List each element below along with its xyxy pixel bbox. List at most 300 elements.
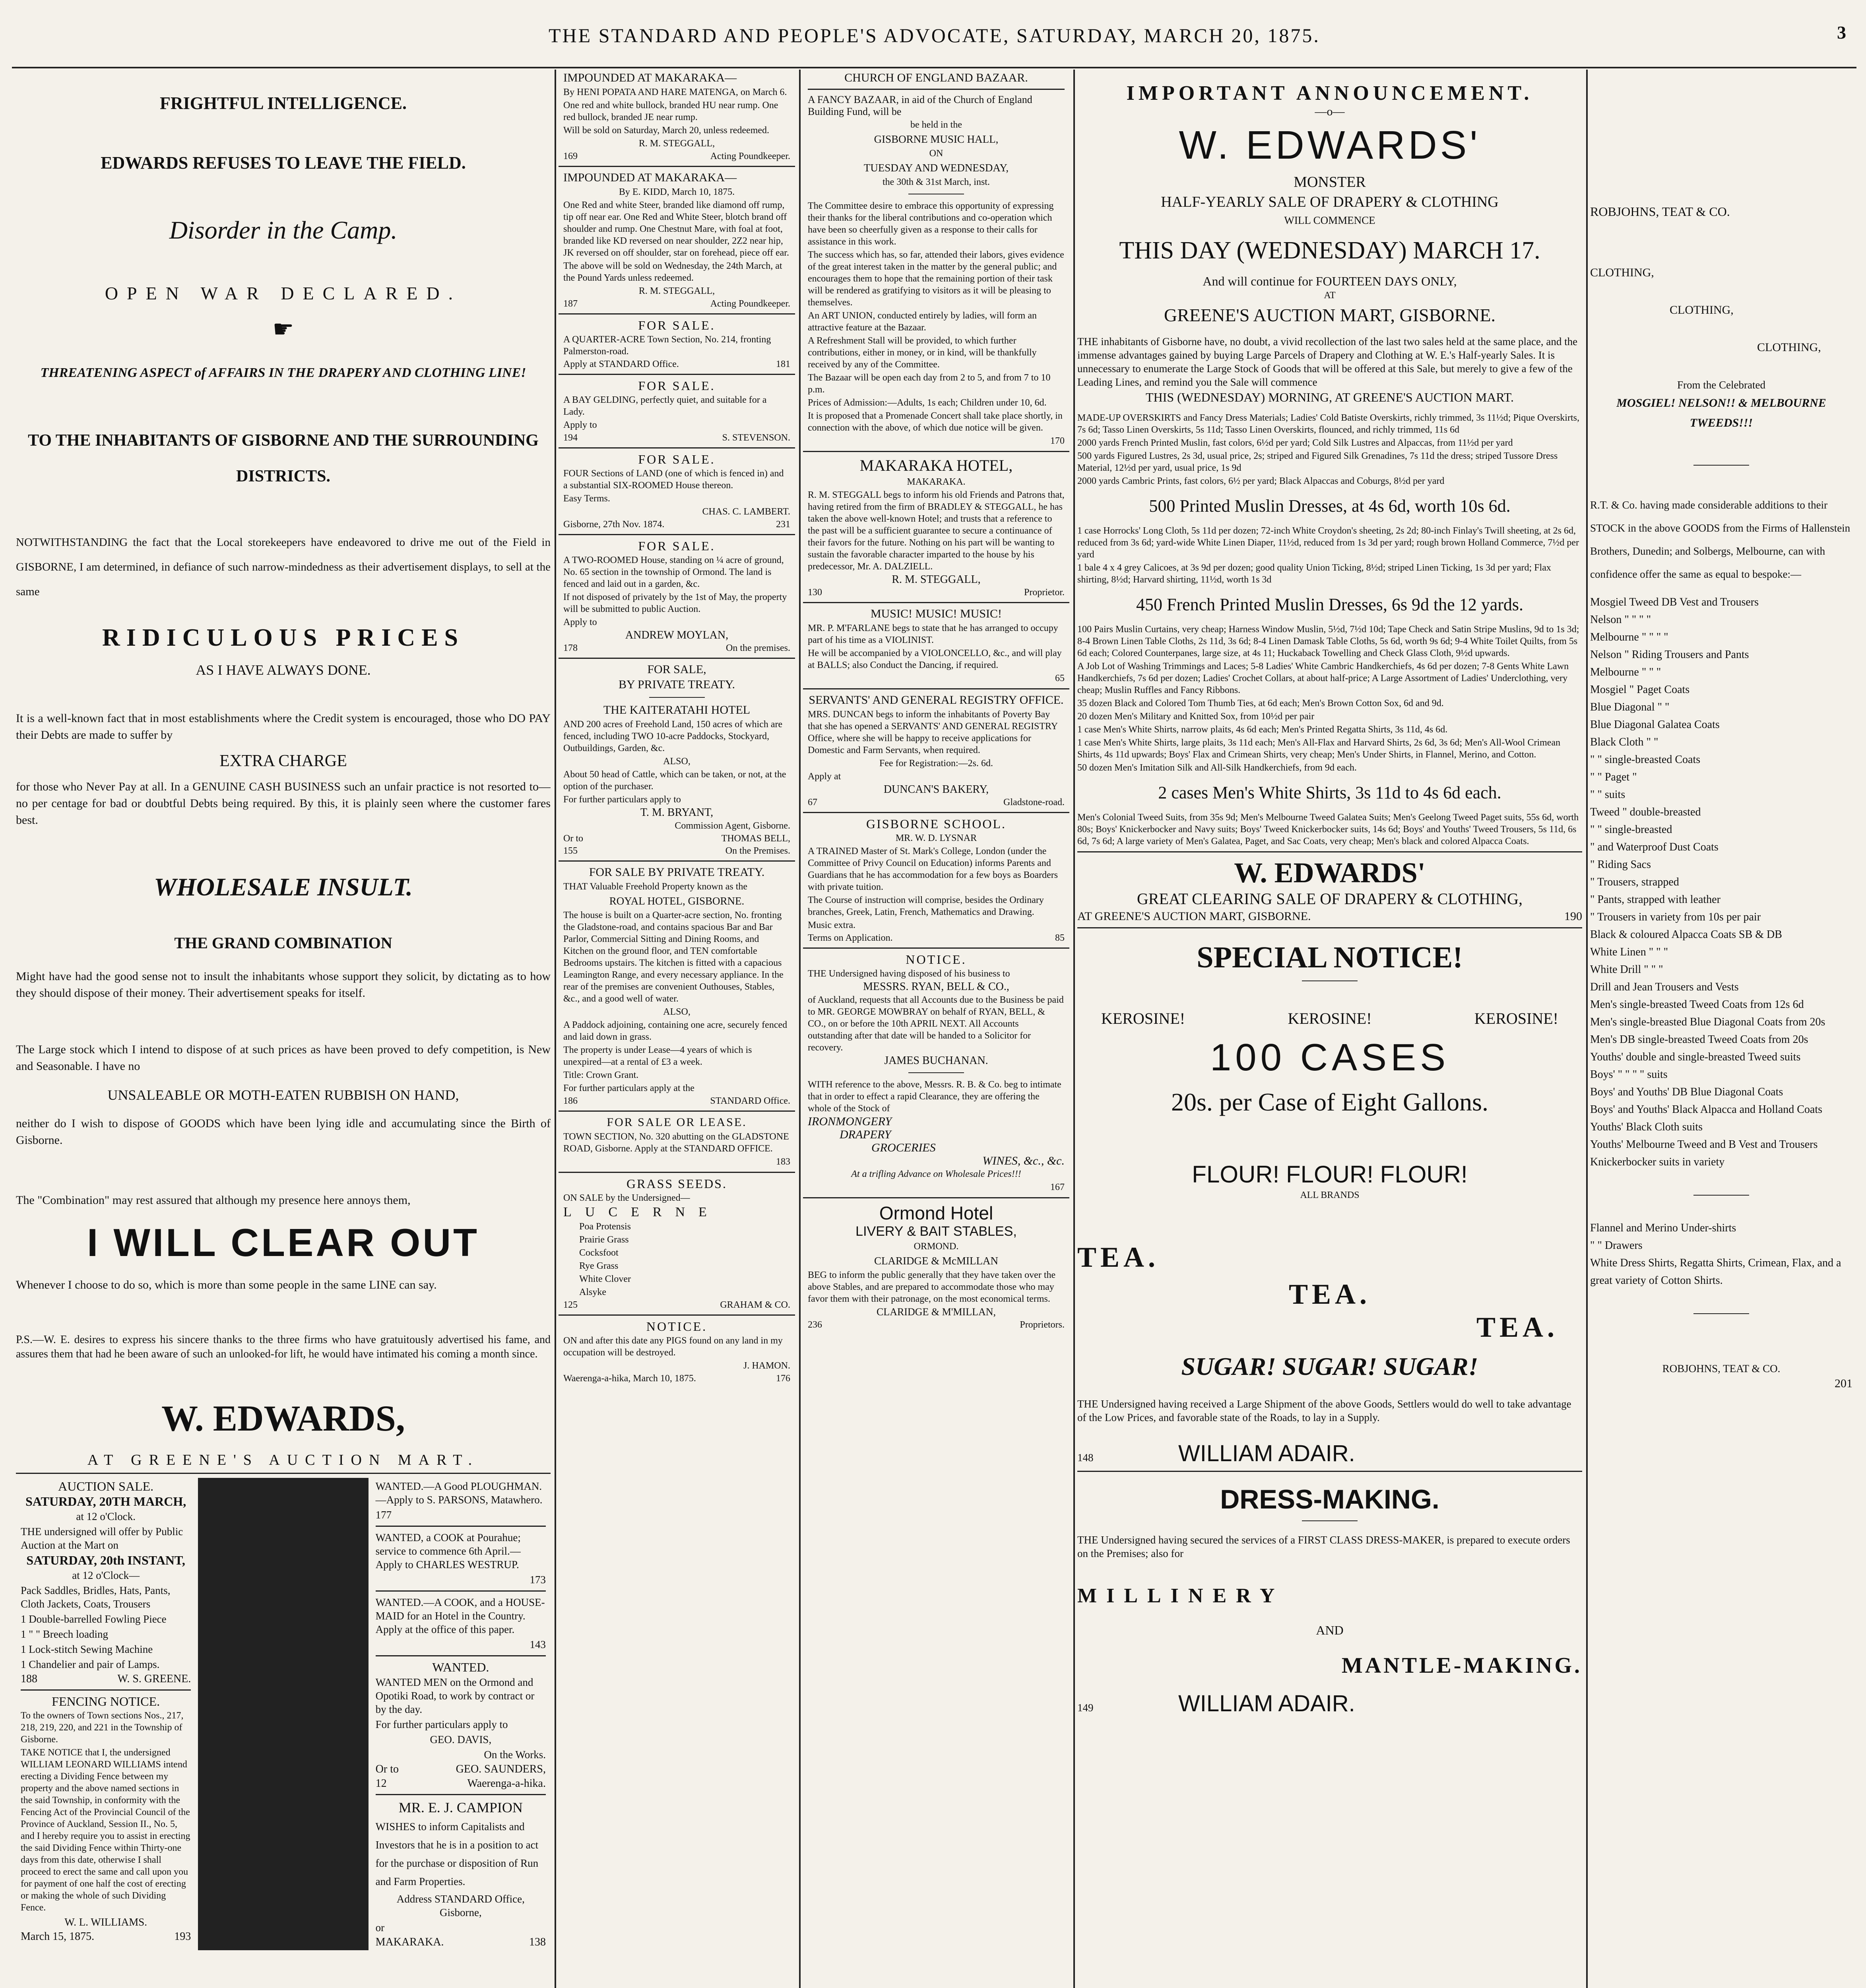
ad-text: Easy Terms. xyxy=(563,493,610,504)
ad-text: For further particulars apply to xyxy=(563,794,681,805)
headline: TEA. xyxy=(1288,1278,1371,1310)
subhead: AT GREENE'S AUCTION MART. xyxy=(87,1452,479,1468)
list-item: White Linen " " " xyxy=(1590,946,1668,958)
ad-text: A FANCY BAZAAR, in aid of the Church of England Building Fund, will be xyxy=(808,94,1032,117)
ad-title: MUSIC! MUSIC! MUSIC! xyxy=(870,607,1002,620)
headline: FLOUR! FLOUR! FLOUR! xyxy=(1192,1161,1468,1188)
ad-subtitle: BY PRIVATE TREATY. xyxy=(618,678,735,691)
ad-text: Pack Saddles, Bridles, Hats, Pants, Cloth Jackets, Coats, Trousers xyxy=(21,1584,171,1610)
list-item: Boys' " " " " suits xyxy=(1590,1068,1668,1081)
ad-signature: CHAS. C. LAMBERT. xyxy=(702,507,790,517)
ad-subtitle: GISBORNE MUSIC HALL, xyxy=(874,133,999,145)
ad-subtitle: SATURDAY, 20th INSTANT, xyxy=(26,1553,185,1567)
headline: SPECIAL NOTICE! xyxy=(1197,941,1463,974)
ad-signature: THOMAS BELL, xyxy=(721,833,790,844)
ad-text: A TWO-ROOMED House, standing on ¼ acre of ground, No. 65 section in the township of Ormond. The land is fenced and laid out in a garden, &c. xyxy=(563,555,784,589)
for-sale-ad xyxy=(559,663,795,856)
clothing-list xyxy=(1590,594,1852,1171)
ad-number: 181 xyxy=(776,359,790,369)
masthead xyxy=(0,0,1866,56)
headline: GREENE'S AUCTION MART, GISBORNE. xyxy=(1164,305,1496,325)
ad-number: 186 xyxy=(563,1096,578,1106)
list-item: Blue Diagonal Galatea Coats xyxy=(1590,718,1720,731)
ad-signature: J. HAMON. xyxy=(743,1361,790,1371)
list-item: Black Cloth " " xyxy=(1590,736,1658,748)
subhead: WILL COMMENCE xyxy=(1284,214,1375,226)
headline: OPEN WAR DECLARED. xyxy=(105,283,462,303)
divider xyxy=(21,1689,191,1691)
ad-text: The Committee desire to embrace this opportunity of expressing their thanks for the liberal contributions and co-operation which have been so cheerfully given as a response to their calls for assistance in this work. xyxy=(808,201,1054,247)
subhead: AS I HAVE ALWAYS DONE. xyxy=(196,662,371,678)
ad-title: ROBJOHNS, TEAT & CO. xyxy=(1590,204,1730,219)
ad-text: An ART UNION, conducted entirely by ladies, will form an attractive feature at the Bazaar. xyxy=(808,311,1037,333)
list-item: Boys' and Youths' DB Blue Diagonal Coats xyxy=(1590,1086,1783,1098)
ad-signature: R. M. STEGGALL, xyxy=(892,573,981,586)
ad-text: THAT Valuable Freehold Property known as the xyxy=(563,881,748,892)
ad-title: AUCTION SALE. xyxy=(58,1479,154,1493)
ad-text: A QUARTER-ACRE Town Section, No. 214, fronting Palmerston-road. xyxy=(563,334,771,357)
ad-subtitle: LIVERY & BAIT STABLES, xyxy=(855,1224,1017,1239)
ad-signature: WILLIAM ADAIR. xyxy=(1178,1441,1355,1466)
ad-text: R.T. & Co. having made considerable additions to their STOCK in the above GOODS from the Firms of Hallenstein Brothers, Dunedin; and Solbergs, Melbourne, can with confidence offer the same as equal to bespoke:— xyxy=(1590,499,1850,580)
headline: FRIGHTFUL INTELLIGENCE. xyxy=(159,93,407,113)
list-item: 35 dozen Black and Colored Tom Thumb Ties, at 6d each; Men's Brown Cotton Sox, 6d and 9d. xyxy=(1077,698,1444,709)
ad-number: 178 xyxy=(563,643,578,653)
subhead: 2 cases Men's White Shirts, 3s 11d to 4s 6d each. xyxy=(1158,783,1501,802)
ad-subtitle: MAKARAKA. xyxy=(907,477,966,487)
ad-text: Prices of Admission:—Adults, 1s each; Children under 10, 6d. xyxy=(808,398,1047,408)
ad-number: 190 xyxy=(1564,910,1582,923)
body-text: Men's Colonial Tweed Suits, from 35s 9d; Men's Melbourne Tweed Galatea Suits; Men's Geelong Tweed Paget suits, 55s 6d, worth 80s; Boys' Knickerbocker and Navy suits; Boys' Tweed Knickerbocker suits, 14s 6d; Boys' and Youths' Tweed Trousers, 5s 11d, 6s 6d, 7s 6d; A large variety of Men's Galatea, Paget, and Sac Coats, very cheap; Men's black and colored Alpacca Coats. xyxy=(1077,812,1579,846)
divider xyxy=(803,688,1069,689)
notice-ad xyxy=(559,1320,795,1384)
ad-text: R. M. STEGGALL begs to inform his old Friends and Patrons that, having retired from the firm of BRADLEY & STEGGALL, he has taken the above well-known Hotel; and trusts that a reference to the past will be a sufficient guarantee to secure a continuance of their favors for the future. Nothing on his part will be wanting to sustain the favorable character imparted to the house by his predecessor, Mr. A. DALZIELL. xyxy=(808,490,1065,572)
divider xyxy=(16,1473,551,1474)
ad-text: ON SALE by the Undersigned— xyxy=(563,1193,690,1203)
divider xyxy=(559,860,795,862)
ad-text: WANTED.—A Good PLOUGHMAN.—Apply to S. PARSONS, Matawhero. xyxy=(375,1480,543,1506)
divider xyxy=(559,313,795,315)
list-item: Men's single-breasted Blue Diagonal Coats from 20s xyxy=(1590,1016,1825,1028)
column-rule xyxy=(799,70,801,1988)
ad-text: At a trifling Advance on Wholesale Prices!!! xyxy=(851,1169,1021,1179)
for-sale-ad xyxy=(559,1116,795,1168)
divider xyxy=(559,447,795,448)
ad-text: Apply at STANDARD Office. xyxy=(563,359,679,369)
ad-text: Proprietor. xyxy=(1024,587,1065,598)
ad-signature: W. L. WILLIAMS. xyxy=(64,1916,147,1928)
subhead: CLOTHING, xyxy=(1590,266,1654,279)
headline: THE GRAND COMBINATION xyxy=(174,934,392,952)
ad-text: FOUR Sections of LAND (one of which is fenced in) and a substantial SIX-ROOMED House thereon. xyxy=(563,468,784,491)
divider xyxy=(559,658,795,659)
ad-text: Apply at xyxy=(808,771,841,782)
ad-number: 194 xyxy=(563,433,578,443)
ad-date: March 15, 1875. xyxy=(21,1930,95,1943)
ad-subtitle: SATURDAY, 20TH MARCH, xyxy=(25,1494,186,1508)
divider xyxy=(1693,1195,1749,1196)
divider xyxy=(376,1526,546,1527)
column-3 xyxy=(803,70,1069,1988)
ad-text: The house is built on a Quarter-acre section, No. fronting the Gladstone-road, and contains spacious Bar and Bar Parlor, Commercial Sitting and Dining Rooms, and Kitchen on the ground floor, and TEN comfortable Bedrooms upstairs. The kitchen is fitted with a capacious Leamington Range, and every necessary appliance. In the rear of the premises are convenient Outhouses, Stables, &c., and a good well of water. xyxy=(563,910,784,1004)
headline: 100 CASES xyxy=(1210,1036,1450,1079)
ad-text: On the Works. xyxy=(484,1749,546,1761)
church-bazaar-ad xyxy=(803,71,1069,447)
ad-text: the 30th & 31st March, inst. xyxy=(883,177,990,187)
ad-title: SERVANTS' AND GENERAL REGISTRY OFFICE. xyxy=(809,693,1064,707)
ad-title: FENCING NOTICE. xyxy=(52,1694,160,1708)
ad-number: 167 xyxy=(1050,1182,1065,1192)
ad-text: WANTED.—A COOK, and a HOUSE-MAID for an Hotel in the Country. Apply at the office of this paper. xyxy=(375,1596,545,1635)
headline: UNSALEABLE OR MOTH-EATEN RUBBISH ON HAND, xyxy=(107,1087,459,1103)
list-item: White Dress Shirts, Regatta Shirts, Crimean, Flax, and a great variety of Cotton Shirts. xyxy=(1590,1257,1841,1287)
ad-number: 138 xyxy=(529,1936,546,1948)
headline: THREATENING ASPECT of AFFAIRS IN THE DRAPERY AND CLOTHING LINE! xyxy=(40,365,526,380)
ad-text: KEROSINE! xyxy=(1288,1010,1372,1027)
school-ad xyxy=(803,817,1069,944)
headline: TO THE INHABITANTS OF GISBORNE AND THE SURROUNDING DISTRICTS. xyxy=(28,431,539,485)
headline: DRESS-MAKING. xyxy=(1220,1484,1439,1514)
headline: EDWARDS REFUSES TO LEAVE THE FIELD. xyxy=(101,153,466,173)
ad-text: One Red and white Steer, branded like diamond off rump, tip off near ear. One Red and White Steer, blotch brand off shoulder and rump. One Chestnut Mare, with foal at foot, branded like KD reversed on near shoulder, 2Z2 near hip, JK reversed on off shoulder, star on forehead, piece off ear. xyxy=(563,200,789,258)
ad-text: For further particulars apply at the xyxy=(563,1083,694,1093)
ad-text: He will be accompanied by a VIOLONCELLO, &c., and will play at BALLS; also Conduct the Dancing, if required. xyxy=(808,648,1062,670)
ad-text: One red and white bullock, branded HU near rump. One red bullock, branded JE near rump. xyxy=(563,100,778,122)
wanted-ads xyxy=(371,1478,551,1950)
list-item: " " suits xyxy=(1590,788,1625,801)
list-item: 1 case Men's White Shirts, large plaits, 3s 11d each; Men's All-Flax and Harvard Shirts, 2s 6d, 3s 6d; Men's All-Wool Crimean Shirts, 4s 11d upwards; Boys' Flax and Crimean Shirts, very cheap; Men's Under Shirts, in Flannel, Merino, and Cotton. xyxy=(1077,738,1561,760)
body-text: THE inhabitants of Gisborne have, no doubt, a vivid recollection of the last two sales held at the same place, and the immense advantages gained by buying Large Parcels of Drapery and Clothing at W. E.'s Half-yearly Sales. It is unnecessary to enumerate the Large Stock of Goods that will be offered at this Sale, but merely to give a few of the Leading Lines, and remind you the Sale will commence xyxy=(1077,336,1578,388)
list-item: Nelson " " " " xyxy=(1590,613,1651,626)
ornament-icon: —o— xyxy=(1315,105,1345,118)
ad-signature: W. S. GREENE. xyxy=(117,1673,191,1685)
ad-text: The Bazaar will be open each day from 2 to 5, and from 7 to 10 p.m. xyxy=(808,373,1051,395)
ad-date: Gisborne, 27th Nov. 1874. xyxy=(563,519,665,530)
list-item: Youths' Black Cloth suits xyxy=(1590,1121,1703,1133)
list-item: 1 case Horrocks' Long Cloth, 5s 11d per dozen; 72-inch White Croydon's sheeting, 2s 2d; 80-inch Finlay's Twill sheeting, at 2s 6d, reduced from 3s 6d; yard-wide White Linen Diaper, 11½d, reduced from 1s 3d per yard; rough brown Holland Commerce, 7½d per yard xyxy=(1077,526,1579,560)
headline: W. EDWARDS' xyxy=(1179,123,1481,167)
ad-text: STANDARD Office. xyxy=(710,1096,790,1106)
subhead: And will continue for FOURTEEN DAYS ONLY, xyxy=(1203,274,1457,288)
ad-subtitle: THE KAITERATAHI HOTEL xyxy=(603,703,751,716)
for-sale-ad xyxy=(559,379,795,443)
auction-ad xyxy=(16,1478,196,1950)
ad-text: ORMOND. xyxy=(914,1241,959,1252)
list-item: Men's DB single-breasted Tweed Coats from 20s xyxy=(1590,1033,1808,1046)
list-item: Mosgiel Tweed DB Vest and Trousers xyxy=(1590,596,1759,608)
ad-text: A Refreshment Stall will be provided, to which further contributions, either in money, or in kind, will be thankfully received by any of the Committee. xyxy=(808,336,1037,370)
list-item: 1 case Men's White Shirts, narrow plaits, 4s 6d each; Men's Printed Regatta Shirts, 3s 11d, 4s 6d. xyxy=(1077,724,1448,735)
ad-number: 148 xyxy=(1077,1452,1094,1464)
divider xyxy=(1077,927,1582,928)
ad-text: MRS. DUNCAN begs to inform the inhabitants of Poverty Bay that she has opened a SERVANTS' AND GENERAL REGISTRY Office, where she will be happy to receive applications for Domestic and Farm Servants, when required. xyxy=(808,709,1058,755)
for-sale-ad xyxy=(559,452,795,530)
subhead: CLOTHING, xyxy=(1670,303,1734,316)
subhead: CLOTHING, xyxy=(1757,341,1821,354)
list-item: White Clover xyxy=(579,1274,631,1284)
list-item: Mosgiel " Paget Coats xyxy=(1590,683,1690,696)
ad-text: TAKE NOTICE that I, the undersigned WILLIAM LEONARD WILLIAMS intend erecting a Dividing Fence between my property and the above named sections in the said Township, in conformity with the Fencing Act of the Provincial Council of the Province of Auckland, Session II., No. 5, and I hereby require you to assist in erecting the said Dividing Fence within Thirty-one days from this date, otherwise I shall proceed to erect the same and call upon you for payment of one half the cost of erecting or making the whole of such Dividing Fence. xyxy=(21,1747,190,1913)
goods-list xyxy=(1077,412,1582,487)
ad-number: 85 xyxy=(1055,933,1065,943)
list-item: " " single-breasted xyxy=(1590,823,1672,836)
ad-signature: S. STEVENSON. xyxy=(722,433,790,443)
ad-number: 187 xyxy=(563,299,578,309)
list-item: Prairie Grass xyxy=(579,1235,629,1245)
ad-text: The above will be sold on Wednesday, the 24th March, at the Pound Yards unless redeemed. xyxy=(563,261,782,283)
ad-signature: ROBJOHNS, TEAT & CO. xyxy=(1662,1363,1781,1375)
ad-title: FOR SALE. xyxy=(638,379,716,393)
ad-number: 149 xyxy=(1077,1702,1094,1714)
ad-subtitle: ROYAL HOTEL, GISBORNE. xyxy=(609,895,745,907)
list-item: Black & coloured Alpacca Coats SB & DB xyxy=(1590,928,1782,941)
ad-title: CHURCH OF ENGLAND BAZAAR. xyxy=(844,71,1028,84)
ad-text: About 50 head of Cattle, which can be taken, or not, at the option of the purchaser. xyxy=(563,769,786,792)
hand-pointer-icon: ☛ xyxy=(272,316,294,342)
ad-text: be held in the xyxy=(910,120,962,130)
ad-text: Music extra. xyxy=(808,920,855,930)
divider xyxy=(1693,465,1749,466)
ad-subtitle: MR. W. D. LYSNAR xyxy=(895,833,977,843)
subhead: 500 Printed Muslin Dresses, at 4s 6d, worth 10s 6d. xyxy=(1149,496,1511,516)
ad-subtitle: TUESDAY AND WEDNESDAY, xyxy=(863,162,1009,174)
ad-text: MAKARAKA. xyxy=(375,1936,444,1948)
list-item: " Riding Sacs xyxy=(1590,858,1651,871)
ad-number: 188 xyxy=(21,1673,37,1685)
ad-subtitle: CLARIDGE & McMILLAN xyxy=(874,1255,998,1267)
ad-text: The success which has, so far, attended their labors, gives evidence of the great interest taken in the matter by the general public; and encourages them to hope that the remaining portion of their task will be rendered as gratifying to visitors as it will be pleasing to themselves. xyxy=(808,250,1064,308)
ad-title: MAKARAKA HOTEL, xyxy=(859,456,1013,474)
ad-text: KEROSINE! xyxy=(1101,1010,1185,1027)
divider xyxy=(376,1590,546,1592)
ad-text: It is proposed that a Promenade Concert shall take place shortly, in connection with the above, of which due notice will be given. xyxy=(808,411,1063,433)
ad-text: ON and after this date any PIGS found on any land in my occupation will be destroyed. xyxy=(563,1336,783,1358)
list-item: IRONMONGERY xyxy=(808,1115,892,1128)
ad-signature: DUNCAN'S BAKERY, xyxy=(883,783,989,796)
ad-text: at 12 o'Clock. xyxy=(76,1510,136,1522)
ad-title: NOTICE. xyxy=(646,1319,708,1334)
ad-number: 12 xyxy=(375,1777,387,1790)
ad-text: A BAY GELDING, perfectly quiet, and suitable for a Lady. xyxy=(563,395,767,417)
list-item: 100 Pairs Muslin Curtains, very cheap; Harness Window Muslin, 5½d, 7½d 10d; Tape Check and Satin Stripe Muslins, 9d to 1s 3d; 8-4 Brown Linen Table Cloths, 2s 11d, 3s 6d; 8-4 Linen Damask Table Cloths, 5s 6d, worth 9s 6d; 9-4 White Toilet Quilts, from 5s 6d each; Colored Counterpanes, large size, at 4s 11; Huckaback Towelling and Check Glass Cloth, 9½d upwards. xyxy=(1077,624,1579,658)
newspaper-title: THE STANDARD AND PEOPLE'S ADVOCATE, SATURDAY, MARCH 20, 1875. xyxy=(549,24,1320,47)
list-item: Men's single-breasted Tweed Coats from 12s 6d xyxy=(1590,998,1804,1011)
column-5 xyxy=(1590,70,1852,1988)
divider xyxy=(803,451,1069,452)
registry-ad xyxy=(803,693,1069,808)
ad-text: Title: Crown Grant. xyxy=(563,1070,639,1080)
ad-text: 1 Chandelier and pair of Lamps. xyxy=(21,1658,160,1670)
ad-text: On the Premises. xyxy=(725,846,790,856)
headline: THIS DAY (WEDNESDAY) MARCH 17. xyxy=(1119,237,1540,264)
list-item: 2000 yards Cambric Prints, fast colors, 6½ per yard; Black Alpaccas and Coburgs, 8½d per yard xyxy=(1077,476,1445,486)
headline: MANTLE-MAKING. xyxy=(1341,1653,1582,1678)
body-text: It is a well-known fact that in most establishments where the Credit system is encouraged, those who DO PAY their Debts are made to suffer by xyxy=(16,712,551,742)
ad-text: Gladstone-road. xyxy=(1003,797,1065,808)
list-item: Boys' and Youths' Black Alpacca and Holland Coats xyxy=(1590,1103,1823,1116)
body-text: The Large stock which I intend to dispose of at such prices as have been proved to defy competition, is New and Seasonable. I have no xyxy=(16,1043,551,1073)
list-item: 1 bale 4 x 4 grey Calicoes, at 3s 9d per dozen; good quality Union Ticking, 8½d; striped Linen Ticking, 1s 3d per yard; Flax shirting, 8½d; Harvard shirting, 11½d, worth 1s 3d xyxy=(1077,563,1551,585)
ad-title: FOR SALE OR LEASE. xyxy=(607,1116,747,1129)
headline: Disorder in the Camp. xyxy=(169,216,398,244)
divider xyxy=(559,374,795,375)
ad-title: FOR SALE. xyxy=(638,539,716,553)
subhead: THIS (WEDNESDAY) MORNING, AT GREENE'S AUCTION MART. xyxy=(1146,390,1514,404)
list-item: GROCERIES xyxy=(871,1141,936,1154)
body-text: The "Combination" may rest assured that although my presence here annoys them, xyxy=(16,1194,411,1207)
ad-text: Address STANDARD Office, Gisborne, xyxy=(396,1893,525,1918)
ad-title: FOR SALE. xyxy=(638,318,716,332)
ad-text: of Auckland, requests that all Accounts due to the Business be paid to MR. GEORGE MOWBRAY on behalf of RYAN, BELL, & CO., on or before the 10th APRIL NEXT. All Accounts outstanding after that date will be handed to a Solicitor for recovery. xyxy=(808,995,1064,1053)
list-item: Melbourne " " " " xyxy=(1590,631,1668,643)
list-item: Melbourne " " " xyxy=(1590,666,1661,678)
ad-text: From the Celebrated xyxy=(1677,379,1765,391)
divider xyxy=(1693,1313,1749,1314)
body-text: neither do I wish to dispose of GOODS which have been lying idle and accumulating since the Birth of Gisborne. xyxy=(16,1117,551,1147)
ad-text: AT GREENE'S AUCTION MART, GISBORNE. xyxy=(1077,910,1311,923)
list-item: White Drill " " " xyxy=(1590,963,1663,976)
ad-number: 169 xyxy=(563,151,578,161)
ad-number: 193 xyxy=(174,1930,191,1943)
body-text: Whenever I choose to do so, which is more than some people in the same LINE can say. xyxy=(16,1278,437,1291)
divider xyxy=(1077,1471,1582,1472)
ad-number: 143 xyxy=(530,1639,546,1650)
body-text: P.S.—W. E. desires to express his sincere thanks to the three firms who have gratuitously advertised his fame, and assures them that had he been aware of such an unlooked-for lift, he would have intimated his coming a month since. xyxy=(16,1334,551,1360)
body-text: THE Undersigned having secured the services of a FIRST CLASS DRESS-MAKER, is prepared to execute orders on the Premises; also for xyxy=(1077,1534,1570,1559)
impounded-ad xyxy=(559,171,795,309)
ad-signature: GEO. SAUNDERS, xyxy=(456,1763,546,1775)
ad-number: 236 xyxy=(808,1320,822,1330)
ad-text: On the premises. xyxy=(726,643,790,653)
for-sale-ad xyxy=(559,318,795,370)
ad-signature: CLARIDGE & M'MILLAN, xyxy=(876,1306,996,1318)
list-item: Drill and Jean Trousers and Vests xyxy=(1590,981,1739,993)
ad-title: WANTED. xyxy=(432,1660,489,1674)
divider xyxy=(559,166,795,167)
grass-seeds-ad xyxy=(559,1177,795,1310)
page-number: 3 xyxy=(1837,22,1846,43)
subhead: ALL BRANDS xyxy=(1300,1190,1360,1200)
ormond-hotel-ad xyxy=(803,1202,1069,1330)
ad-text: MR. P. M'FARLANE begs to state that he has arranged to occupy part of his time as a VIOLINIST. xyxy=(808,623,1058,645)
ad-signature: WILLIAM ADAIR. xyxy=(1178,1691,1355,1716)
ad-text: at 12 o'Clock— xyxy=(72,1569,140,1581)
divider xyxy=(908,1072,964,1073)
body-text: THE Undersigned having received a Large Shipment of the above Goods, Settlers would do well to take advantage of the Low Prices, and favorable state of the Roads, to lay in a Supply. xyxy=(1077,1398,1571,1423)
ad-text: The property is under Lease—4 years of which is unexpired—at a rental of £3 a week. xyxy=(563,1045,752,1067)
ad-text: If not disposed of privately by the 1st of May, the property will be submitted to public Auction. xyxy=(563,592,787,614)
ad-text: KEROSINE! xyxy=(1474,1010,1558,1027)
ad-text: Commission Agent, Gisborne. xyxy=(675,821,790,831)
headline: MILLINERY xyxy=(1077,1584,1284,1607)
ad-text: Terms on Application. xyxy=(808,933,893,943)
ad-text: Waerenga-a-hika. xyxy=(467,1777,546,1790)
headline: TEA. xyxy=(1476,1311,1558,1343)
impounded-ad xyxy=(559,71,795,162)
for-sale-ad xyxy=(559,539,795,654)
list-item: Knickerbocker suits in variety xyxy=(1590,1156,1725,1168)
list-item: " " Paget " xyxy=(1590,771,1637,783)
ad-title: IMPOUNDED AT MAKARAKA— xyxy=(563,171,737,184)
divider xyxy=(559,1172,795,1173)
subhead: AT xyxy=(1324,290,1336,301)
ad-text: Apply to xyxy=(563,420,597,430)
divider xyxy=(803,812,1069,813)
ad-number: 65 xyxy=(1055,673,1065,683)
divider xyxy=(649,697,705,698)
headline: 20s. per Case of Eight Gallons. xyxy=(1171,1088,1489,1116)
divider xyxy=(1077,851,1582,852)
ad-number: 170 xyxy=(1050,436,1065,446)
headline: RIDICULOUS PRICES xyxy=(102,624,465,651)
ad-number: 67 xyxy=(808,797,817,808)
ad-text: 1 Double-barrelled Fowling Piece xyxy=(21,1613,167,1625)
column-2 xyxy=(559,70,795,1988)
list-item: " Trousers, strapped xyxy=(1590,876,1679,888)
ad-title: FOR SALE. xyxy=(638,452,716,466)
list-item: Poa Protensis xyxy=(579,1221,631,1232)
divider xyxy=(559,534,795,535)
column-rule xyxy=(198,1478,368,1950)
ad-title: MR. E. J. CAMPION xyxy=(398,1800,523,1815)
list-item: " " Drawers xyxy=(1590,1239,1643,1252)
headline: WHOLESALE INSULT. xyxy=(154,873,413,901)
ad-text: To the owners of Town sections Nos., 217, 218, 219, 220, and 221 in the Township of Gisborne. xyxy=(21,1710,184,1745)
divider xyxy=(803,1197,1069,1198)
headline: W. EDWARDS, xyxy=(161,1398,405,1439)
ad-text: THE Undersigned having disposed of his business to xyxy=(808,969,1010,979)
subhead: HALF-YEARLY SALE OF DRAPERY & CLOTHING xyxy=(1161,194,1499,210)
list-item: Nelson " Riding Trousers and Pants xyxy=(1590,648,1749,661)
for-sale-ad xyxy=(559,866,795,1107)
list-item: Alsyke xyxy=(579,1287,606,1297)
list-item: DRAPERY xyxy=(840,1128,891,1141)
list-item: Youths' Melbourne Tweed and B Vest and Trousers xyxy=(1590,1138,1818,1151)
headline: EXTRA CHARGE xyxy=(219,752,347,770)
divider xyxy=(559,1110,795,1112)
ad-title: GRASS SEEDS. xyxy=(627,1176,727,1191)
ad-text: 1 Lock-stitch Sewing Machine xyxy=(21,1643,153,1655)
list-item: " Pants, strapped with leather xyxy=(1590,893,1721,906)
list-item: 50 dozen Men's Imitation Silk and All-Silk Handkerchiefs, from 9d each. xyxy=(1077,763,1357,773)
list-item: MADE-UP OVERSKIRTS and Fancy Dress Materials; Ladies' Cold Batiste Overskirts, richly trimmed, 3s 11½d; Pique Overskirts, 7s 6d; Tasso Linen Overskirts, 5s 11d; Tasso Linen Overskirts, flounced, and richly trimmed, 11s 6d xyxy=(1077,413,1579,435)
subhead: GREAT CLEARING SALE OF DRAPERY & CLOTHING, xyxy=(1137,890,1523,908)
ad-signature: R. M. STEGGALL, xyxy=(638,138,715,149)
ad-number: 183 xyxy=(776,1157,790,1167)
list-item: " Trousers in variety from 10s per pair xyxy=(1590,911,1761,923)
ad-title: FOR SALE, xyxy=(647,663,706,676)
goods-list xyxy=(1077,623,1582,774)
ad-text: A Paddock adjoining, containing one acre, securely fenced and laid down in grass. xyxy=(563,1020,788,1042)
ad-text: TOWN SECTION, No. 320 abutting on the GLADSTONE ROAD, Gisborne. Apply at the STANDARD OFFICE. xyxy=(563,1132,789,1154)
ad-text: The Course of instruction will comprise, besides the Ordinary branches, Greek, Latin, French, Mathematics and Drawing. xyxy=(808,895,1044,917)
ad-title: FOR SALE BY PRIVATE TREATY. xyxy=(589,866,765,879)
ad-text: THE undersigned will offer by Public Auction at the Mart on xyxy=(21,1526,183,1551)
shirts-list xyxy=(1590,1219,1852,1289)
list-item: Cocksfoot xyxy=(579,1248,619,1258)
list-item: 2000 yards French Printed Muslin, fast colors, 6½d per yard; Cold Silk Lustres and Alpaccas, from 11½d per yard xyxy=(1077,438,1513,448)
headline: TEA. xyxy=(1077,1241,1160,1273)
ad-text: Acting Poundkeeper. xyxy=(710,299,790,309)
list-item: 500 yards Figured Lustres, 2s 3d, usual price, 2s; striped and Figured Silk Grenadines, 7s 11d the dress; striped Tussore Dress Material, 12½d per yard, usual price, 1s 9d xyxy=(1077,451,1558,473)
body-text: for those who Never Pay at all. In a GENUINE CASH BUSINESS such an unfair practice is not resorted to—no per centage for bad or doubtful Debts being required. By this, it is plainly seen where the customer fares best. xyxy=(16,780,551,827)
ad-text: WISHES to inform Capitalists and Investors that he is in a position to act for the purchase or disposition of Run and Farm Properties. xyxy=(375,1821,539,1887)
subhead: AND xyxy=(1316,1623,1344,1637)
ad-text: Proprietors. xyxy=(1020,1320,1065,1330)
ad-title: IMPOUNDED AT MAKARAKA— xyxy=(563,71,737,84)
ad-text: By HENI POPATA AND HARE MATENGA, on March 6. xyxy=(563,87,787,97)
column-rule xyxy=(555,70,556,1988)
